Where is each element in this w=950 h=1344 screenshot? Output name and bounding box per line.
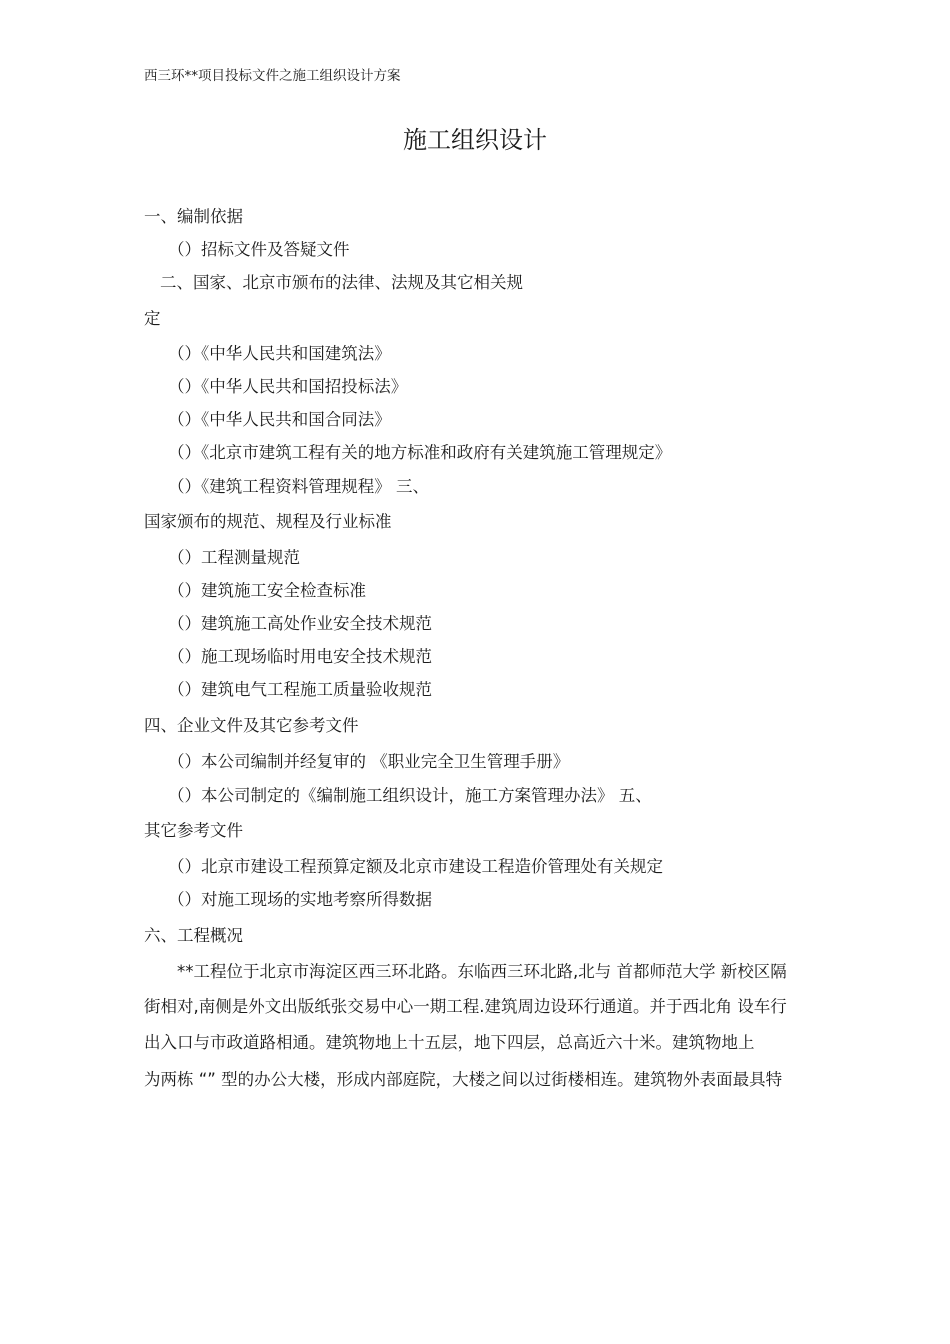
paragraph-line: 出入口与市政道路相通。建筑物地上十五层，地下四层，总高近六十米。建筑物地上 <box>144 1033 755 1052</box>
section-heading: 六、工程概况 <box>144 926 243 945</box>
list-item: （）建筑施工安全检查标准 <box>168 581 366 600</box>
list-item: （）《中华人民共和国合同法》 <box>168 410 391 429</box>
list-item: （）建筑施工高处作业安全技术规范 <box>168 614 432 633</box>
section-heading: 其它参考文件 <box>144 821 243 840</box>
paragraph-line: 为两栋 “” 型的办公大楼，形成内部庭院，大楼之间以过街楼相连。建筑物外表面最具特 <box>144 1070 783 1089</box>
section-heading: 二、国家、北京市颁布的法律、法规及其它相关规 <box>160 273 523 292</box>
list-item: （）《北京市建筑工程有关的地方标准和政府有关建筑施工管理规定》 <box>168 443 672 462</box>
text-line: 定 <box>144 309 161 328</box>
list-item: （）《建筑工程资料管理规程》 三、 <box>168 477 429 496</box>
list-item: （）《中华人民共和国建筑法》 <box>168 344 391 363</box>
list-item: （）施工现场临时用电安全技术规范 <box>168 647 432 666</box>
list-item: （）《中华人民共和国招投标法》 <box>168 377 408 396</box>
list-item: （）北京市建设工程预算定额及北京市建设工程造价管理处有关规定 <box>168 857 663 876</box>
list-item: （）对施工现场的实地考察所得数据 <box>168 890 432 909</box>
section-heading: 国家颁布的规范、规程及行业标准 <box>144 512 392 531</box>
section-heading: 四、企业文件及其它参考文件 <box>144 716 359 735</box>
list-item: （）招标文件及答疑文件 <box>168 240 350 259</box>
section-heading: 一、编制依据 <box>144 207 243 226</box>
document-title: 施工组织设计 <box>403 126 547 154</box>
page-header: 西三环**项目投标文件之施工组织设计方案 <box>144 68 401 84</box>
paragraph-line: 街相对,南侧是外文出版纸张交易中心一期工程.建筑周边设环行通道。并于西北角 设车行 <box>144 997 787 1016</box>
list-item: （）工程测量规范 <box>168 548 300 567</box>
paragraph-line: **工程位于北京市海淀区西三环北路。东临西三环北路,北与 首都师范大学 新校区隔 <box>144 962 787 981</box>
list-item: （）建筑电气工程施工质量验收规范 <box>168 680 432 699</box>
list-item: （）本公司编制并经复审的 《职业完全卫生管理手册》 <box>168 752 570 771</box>
list-item: （）本公司制定的《编制施工组织设计，施工方案管理办法》 五、 <box>168 786 652 805</box>
